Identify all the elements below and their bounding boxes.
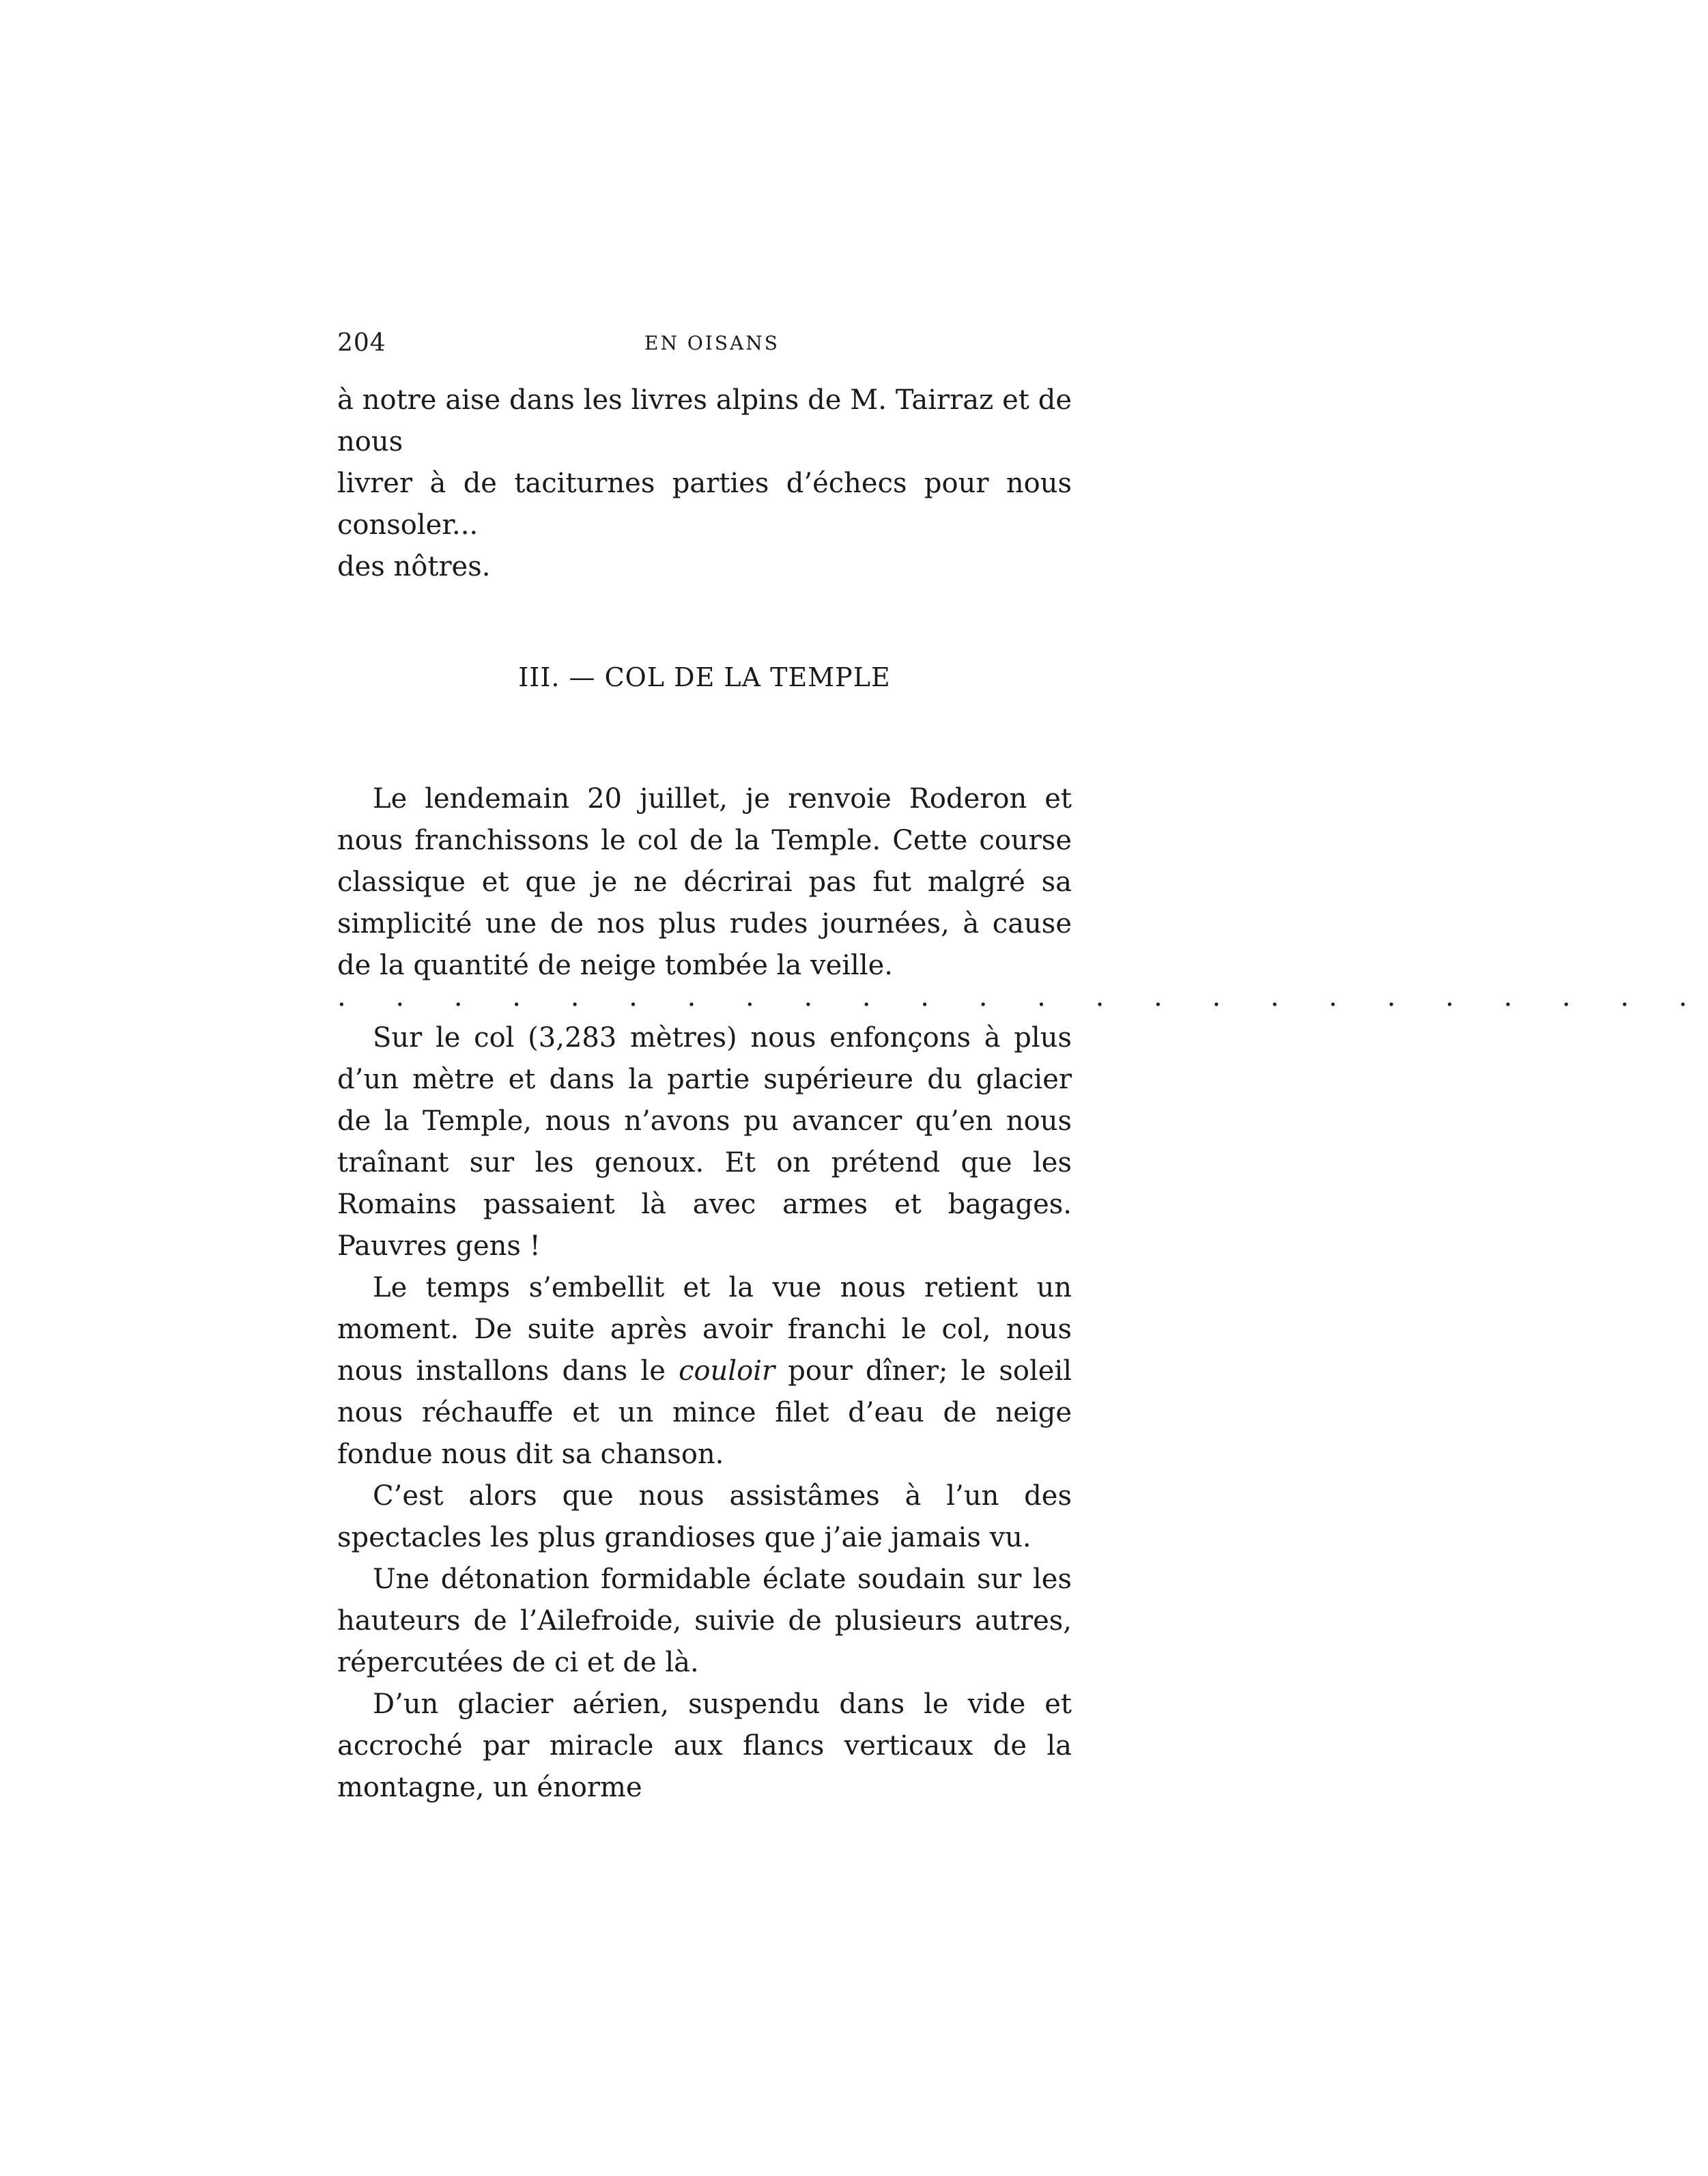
paragraph-1-block: [337, 778, 1072, 987]
paragraph-2: Sur le col (3,283 mètres) nous enfonçons à plus d’un mètre et dans la partie supérieure du glacier de la Temple, nous n’avons pu avancer qu’en nous traînant sur les genoux. Et on prétend que les Romains passaient là avec armes et bagages. Pauvres gens !: [337, 1022, 1072, 1262]
text-line: des nôtres.: [337, 551, 491, 582]
page-header: [337, 329, 1054, 363]
main-text-block: [337, 1017, 1072, 1809]
text-line: à notre aise dans les livres alpins de M. Tairraz et de nous: [337, 384, 1072, 457]
paragraph-3-italic: couloir: [679, 1355, 775, 1387]
paragraph-1: Le lendemain 20 juillet, je renvoie Roderon et nous franchissons le col de la Temple. Cette course classique et que je ne décrirai pas fut malgré sa simplicité une de nos plus rudes journées, à cause de la quantité de neige tombée la veille.: [337, 783, 1072, 981]
paragraph-6: D’un glacier aérien, suspendu dans le vide et accroché par miracle aux flancs verticaux de la montagne, un énorme: [337, 1688, 1072, 1803]
paragraph-5: Une détonation formidable éclate soudain sur les hauteurs de l’Ailefroide, suivie de plusieurs autres, répercutées de ci et de là.: [337, 1564, 1072, 1678]
top-paragraph: [337, 380, 1072, 588]
paragraph-3: [337, 1267, 1072, 1475]
section-title: III. — COL DE LA TEMPLE: [518, 662, 891, 692]
page-number: 204: [337, 329, 386, 357]
paragraph-3-before: Le temps s’embellit et la vue nous retient un moment. De suite après avoir franchi le col, nous nous installons dans le: [337, 1272, 1072, 1387]
text-line: livrer à de taciturnes parties d’échecs pour nous consoler...: [337, 468, 1072, 541]
paragraph-4: C’est alors que nous assistâmes à l’un des spectacles les plus grandioses que j’aie jamais vu.: [337, 1480, 1072, 1553]
running-title: EN OISANS: [644, 332, 780, 354]
ellipsis-row: . . . . . . . . . . . . . . . . . . . . . . . .: [337, 981, 1708, 1013]
paragraph-3-after: pour dîner; le soleil nous réchauffe et un mince filet d’eau de neige fondue nous dit sa chanson.: [337, 1355, 1072, 1470]
